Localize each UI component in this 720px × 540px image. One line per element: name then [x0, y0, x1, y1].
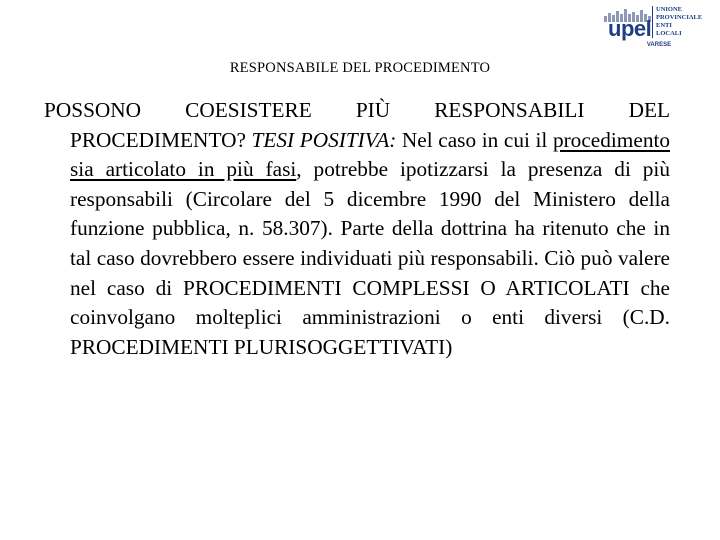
logo-mark: upel: [608, 16, 652, 41]
logo-subtitle: [600, 42, 718, 48]
logo-word: UNIONE: [656, 6, 683, 13]
slide-title: RESPONSABILE DEL PROCEDIMENTO: [229, 60, 491, 76]
logo-words: [656, 6, 702, 38]
body-intro: Nel caso in cui il: [401, 127, 548, 152]
logo: [600, 2, 718, 66]
logo-word: PROVINCIALE: [656, 14, 703, 21]
body-thesis: TESI POSITIVA:: [251, 127, 397, 152]
body-sentence-rest: , potrebbe ipotizzarsi la presenza di più responsabili (Circolare del 5 dicembre 1990 del Ministero della funzione pubblica, n. 58.307). Parte della dottrina ha ritenuto che in tal caso dovrebbero essere individuati più responsabili. Ciò può valere nel caso di PROCEDIMENTI COMPLESSI O ARTICOLATI che coinvolgano molteplici amministrazioni o enti diversi (C.D. PROCEDIMENTI PLURISOGGETTIVATI): [70, 157, 670, 359]
body-underlined-phrase: procedimento sia articolato in più fasi: [70, 127, 671, 182]
body-paragraph: [44, 96, 670, 362]
logo-divider: [652, 6, 653, 38]
logo-word: ENTI: [656, 22, 672, 29]
logo-word: LOCALI: [656, 30, 682, 37]
body-lead: POSSONO COESISTERE PIÙ RESPONSABILI DEL PROCEDIMENTO?: [44, 98, 670, 152]
logo-province: VARESE: [646, 42, 672, 48]
